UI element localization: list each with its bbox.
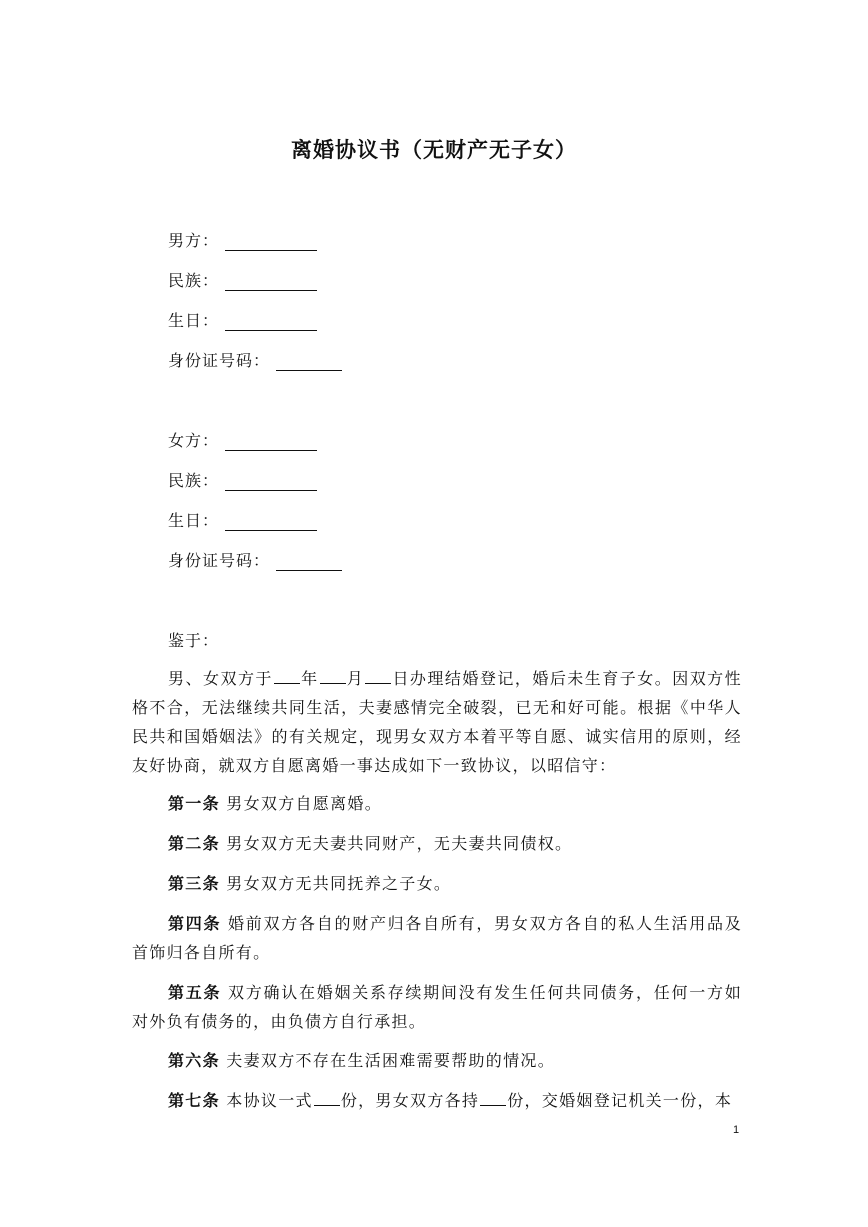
male-id-field [168,348,342,371]
article-7 [132,1086,742,1115]
female-id-blank[interactable] [276,552,342,571]
article-3 [132,869,742,898]
article-2 [132,829,742,858]
male-ethnicity-label: 民族： [168,271,220,290]
male-id-blank[interactable] [276,352,342,371]
preamble-text-2: 年 [300,669,319,688]
male-name-field [168,228,317,251]
male-id-label: 身份证号码： [168,351,271,370]
article-1 [132,789,742,818]
article-text-3: 份，交婚姻登记机关一份，本 [507,1091,733,1110]
female-name-label: 女方： [168,431,220,450]
day-blank[interactable] [365,669,391,684]
female-birthday-field [168,508,317,531]
male-name-label: 男方： [168,231,220,250]
article-text-1: 本协议一式 [226,1091,313,1110]
article-text: 夫妻双方不存在生活困难需要帮助的情况。 [226,1051,555,1070]
male-name-blank[interactable] [225,232,317,251]
female-birthday-label: 生日： [168,511,220,530]
female-ethnicity-label: 民族： [168,471,220,490]
whereas-label: 鉴于： [168,631,220,650]
male-birthday-field [168,308,317,331]
female-name-blank[interactable] [225,432,317,451]
year-blank[interactable] [274,669,300,684]
article-text-2: 份，男女双方各持 [340,1091,480,1110]
preamble-text-1: 男、女双方于 [168,669,273,688]
copies-each-blank[interactable] [480,1091,506,1106]
article-text: 婚前双方各自的财产归各自所有，男女双方各自的私人生活用品及首饰归各自所有。 [132,914,742,962]
document-title: 离婚协议书（无财产无子女） [291,137,577,162]
male-birthday-blank[interactable] [225,312,317,331]
female-id-field [168,548,342,571]
preamble-text-3: 月 [346,669,365,688]
male-ethnicity-field [168,268,317,291]
month-blank[interactable] [320,669,346,684]
article-label: 第一条 [168,794,220,813]
article-text: 男女双方无共同抚养之子女。 [226,874,452,893]
female-ethnicity-blank[interactable] [225,472,317,491]
preamble-paragraph [132,664,742,780]
article-label: 第五条 [168,983,222,1002]
female-name-field [168,428,317,451]
article-label: 第四条 [168,914,222,933]
female-id-label: 身份证号码： [168,551,271,570]
article-5 [132,978,742,1036]
article-text: 双方确认在婚姻关系存续期间没有发生任何共同债务，任何一方如对外负有债务的，由负债方自行承担。 [132,983,742,1031]
female-birthday-blank[interactable] [225,512,317,531]
copies-total-blank[interactable] [314,1091,340,1106]
article-label: 第六条 [168,1051,220,1070]
female-ethnicity-field [168,468,317,491]
article-label: 第七条 [168,1091,220,1110]
male-ethnicity-blank[interactable] [225,272,317,291]
preamble-text-4: 日办理结婚登记，婚后未生育子女。因双方性格不合，无法继续共同生活，夫妻感情完全破裂，已无和好可能。根据《中华人民共和国婚姻法》的有关规定，现男女双方本着平等自愿、诚实信用的原则，经友好协商，就双方自愿离婚一事达成如下一致协议，以昭信守： [132,669,742,775]
article-text: 男女双方自愿离婚。 [226,794,382,813]
article-6 [132,1046,742,1075]
article-text: 男女双方无夫妻共同财产，无夫妻共同债权。 [226,834,573,853]
article-4 [132,909,742,967]
article-label: 第三条 [168,874,220,893]
page-number: 1 [733,1124,740,1136]
male-birthday-label: 生日： [168,311,220,330]
article-label: 第二条 [168,834,220,853]
